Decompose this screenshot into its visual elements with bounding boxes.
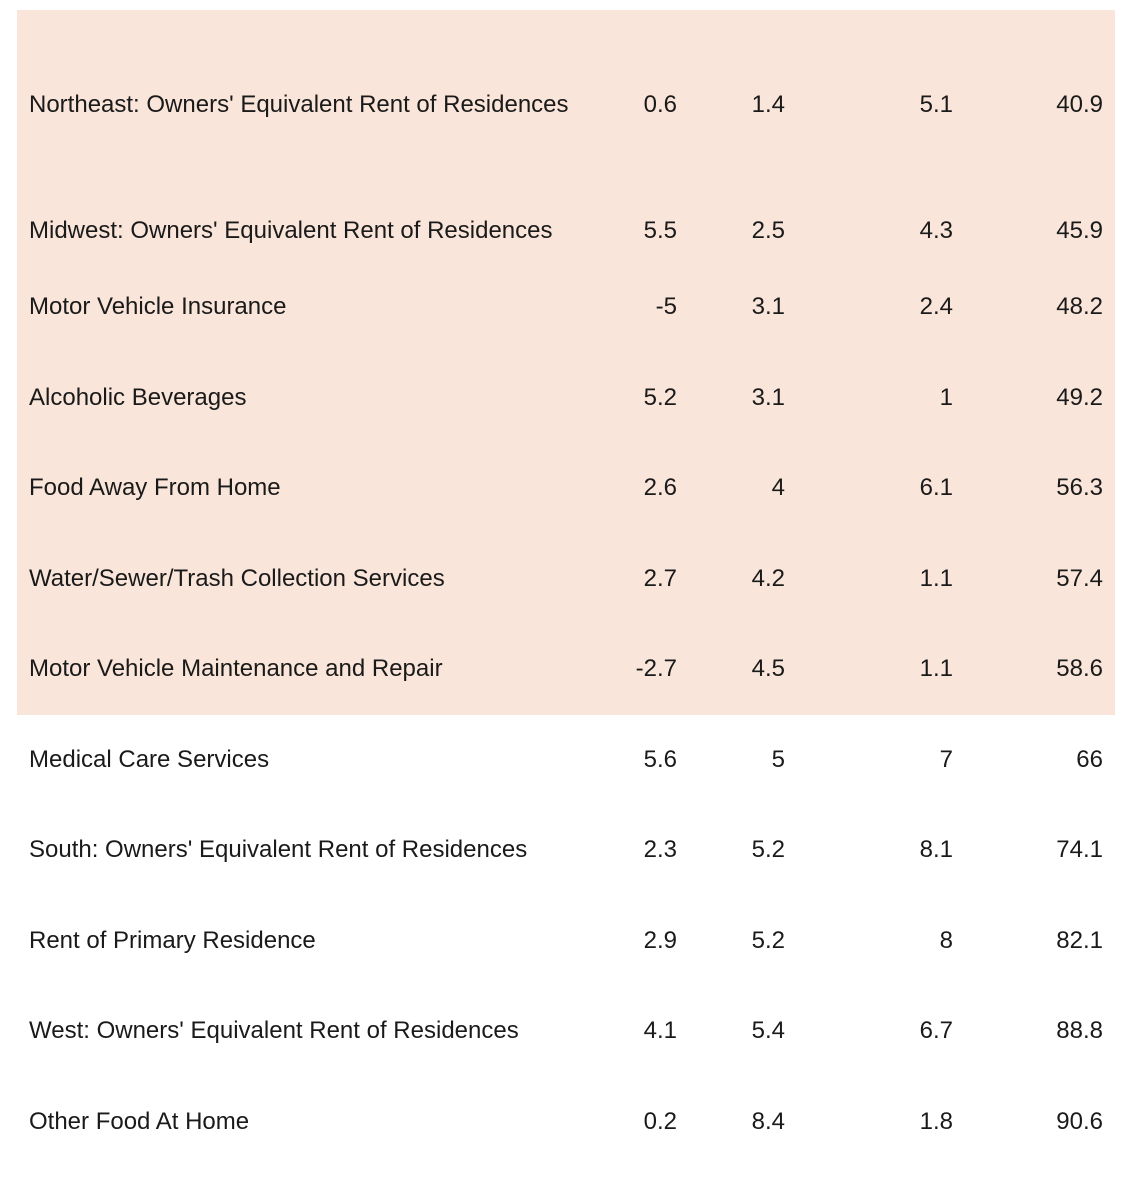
value-col-2: 8.4 — [751, 1107, 785, 1135]
value-col-2: 5.4 — [751, 1017, 785, 1045]
row-label: Midwest: Owners' Equivalent Rent of Residences — [17, 136, 569, 262]
row-label: South: Owners' Equivalent Rent of Residences — [29, 836, 528, 864]
table-row — [17, 715, 1115, 806]
table-row — [17, 534, 1115, 625]
value-col-4: 88.8 — [1056, 1017, 1103, 1045]
value-col-3: 1.8 — [919, 1107, 953, 1135]
table-row — [17, 624, 1115, 715]
value-col-2: 5.2 — [751, 836, 785, 864]
row-label: West: Owners' Equivalent Rent of Residences — [29, 1017, 519, 1045]
value-col-3: 8.1 — [919, 836, 953, 864]
value-col-2: 2.5 — [677, 136, 785, 262]
value-col-3: 4.3 — [785, 136, 953, 262]
value-col-4: 57.4 — [953, 534, 1115, 625]
value-col-2: 1.4 — [677, 10, 785, 136]
row-label: Motor Vehicle Maintenance and Repair — [17, 624, 569, 715]
value-col-4: 74.1 — [1056, 836, 1103, 864]
table-row — [17, 262, 1115, 353]
value-col-4: 45.9 — [953, 136, 1115, 262]
value-col-2: 4.2 — [677, 534, 785, 625]
table-row — [17, 443, 1115, 534]
value-col-1: 4.1 — [643, 1017, 677, 1045]
value-col-1: 0.6 — [569, 10, 677, 136]
value-col-2: 4.5 — [677, 624, 785, 715]
table-row — [17, 805, 1115, 896]
table-row — [17, 1077, 1115, 1168]
row-label: Other Food At Home — [29, 1107, 250, 1135]
value-col-1: 2.6 — [569, 443, 677, 534]
data-table-container — [17, 10, 1115, 1167]
value-col-2: 5.2 — [751, 926, 785, 954]
value-col-1: 0.2 — [643, 1107, 677, 1135]
value-col-2: 5 — [771, 745, 785, 773]
value-col-3: 6.1 — [785, 443, 953, 534]
row-label: Motor Vehicle Insurance — [17, 262, 569, 353]
value-col-4: 48.2 — [953, 262, 1115, 353]
value-col-4: 90.6 — [1056, 1107, 1103, 1135]
row-label: Food Away From Home — [17, 443, 569, 534]
value-col-1: 2.3 — [643, 836, 677, 864]
table-row — [17, 896, 1115, 987]
cpi-components-table — [17, 10, 1115, 1167]
value-col-4: 58.6 — [953, 624, 1115, 715]
value-col-3: 1.1 — [785, 534, 953, 625]
table-row — [17, 136, 1115, 262]
table-row — [17, 986, 1115, 1077]
row-label: Rent of Primary Residence — [29, 926, 316, 954]
value-col-4: 82.1 — [1056, 926, 1103, 954]
row-label: Medical Care Services — [29, 745, 270, 773]
value-col-1: 5.5 — [569, 136, 677, 262]
value-col-1: 5.6 — [643, 745, 677, 773]
value-col-4: 49.2 — [953, 353, 1115, 444]
value-col-3: 8 — [939, 926, 953, 954]
value-col-4: 66 — [1076, 745, 1103, 773]
value-col-2: 3.1 — [677, 262, 785, 353]
row-label: Alcoholic Beverages — [17, 353, 569, 444]
value-col-1: 2.9 — [643, 926, 677, 954]
value-col-3: 6.7 — [919, 1017, 953, 1045]
value-col-1: -5 — [569, 262, 677, 353]
value-col-4: 56.3 — [953, 443, 1115, 534]
row-label: Northeast: Owners' Equivalent Rent of Residences — [17, 10, 569, 136]
table-row — [17, 353, 1115, 444]
value-col-4: 40.9 — [953, 10, 1115, 136]
value-col-3: 1.1 — [785, 624, 953, 715]
value-col-3: 1 — [785, 353, 953, 444]
table-row — [17, 10, 1115, 136]
value-col-2: 4 — [677, 443, 785, 534]
value-col-3: 5.1 — [785, 10, 953, 136]
value-col-3: 7 — [939, 745, 953, 773]
row-label: Water/Sewer/Trash Collection Services — [17, 534, 569, 625]
value-col-1: 5.2 — [569, 353, 677, 444]
value-col-2: 3.1 — [677, 353, 785, 444]
value-col-1: 2.7 — [569, 534, 677, 625]
value-col-1: -2.7 — [569, 624, 677, 715]
value-col-3: 2.4 — [785, 262, 953, 353]
